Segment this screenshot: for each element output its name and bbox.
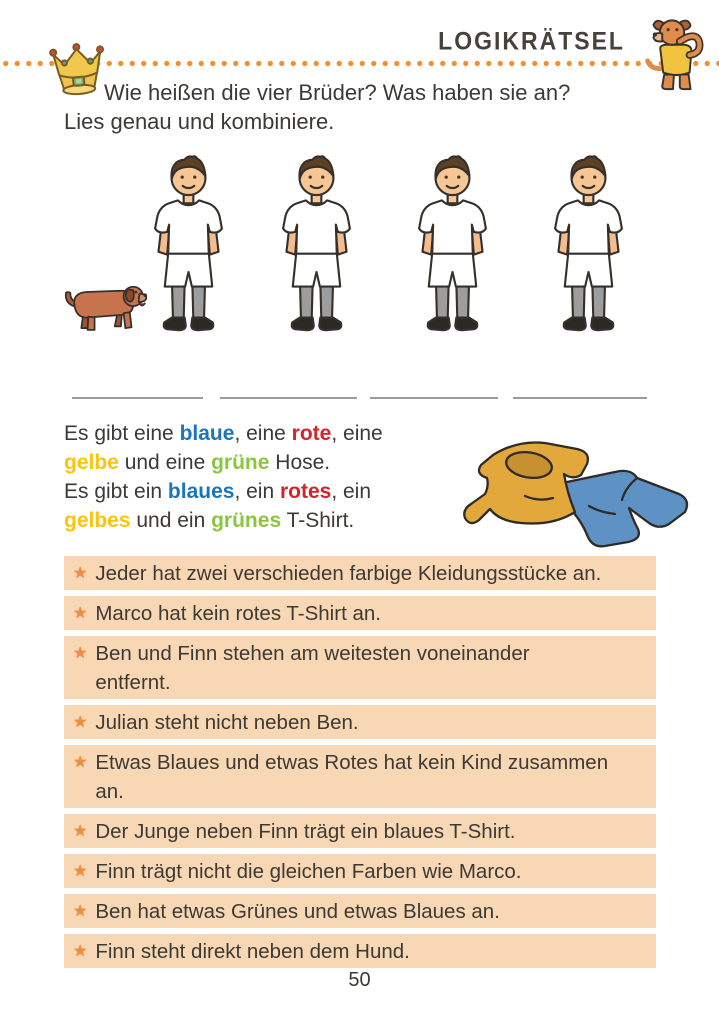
intro-text-segment: , ein [234,480,280,503]
color-word: rotes [279,480,332,503]
intro-line [64,506,383,535]
clue-text: Finn trägt nicht die gleichen Farben wie Marco. [95,859,522,883]
clue-item [64,705,656,739]
clue-text: Etwas Blaues und etwas Rotes hat kein Kind zusammen an. [95,750,609,803]
boy-illustration-3 [404,151,501,335]
boy-illustration-1 [140,151,237,335]
crown-icon [48,40,108,98]
intro-text-segment: Es gibt ein [64,480,168,503]
intro-line [64,448,383,477]
answer-blank[interactable] [220,397,357,399]
star-bullet-icon: ★ [73,644,88,662]
clue-item [64,596,656,630]
intro-text-segment: , eine [331,422,383,445]
boy-illustration-4 [540,151,637,335]
task-question: Wie heißen die vier Brüder? Was haben sie an? [104,80,571,105]
color-word: grüne [211,451,270,474]
clue-text: Marco hat kein rotes T-Shirt an. [95,601,381,625]
boy-illustration-2 [268,151,365,335]
intro-text-segment: und eine [118,451,212,474]
clue-item [64,894,656,928]
answer-blanks [0,397,719,400]
clue-text: Julian steht nicht neben Ben. [95,710,359,734]
star-bullet-icon: ★ [73,902,88,920]
star-bullet-icon: ★ [73,604,88,622]
star-bullet-icon: ★ [73,713,88,731]
color-word: gelbe [64,451,119,474]
page-number: 50 [348,969,371,991]
clue-item [64,854,656,888]
clothes-description [64,419,383,535]
star-bullet-icon: ★ [73,942,88,960]
task-instruction: Lies genau und kombiniere. [64,109,335,134]
clue-list [64,556,656,974]
intro-text-segment: und ein [130,509,212,532]
thinking-dog-mascot-icon [633,17,711,93]
intro-text-segment: , ein [331,480,372,503]
star-bullet-icon: ★ [73,862,88,880]
star-bullet-icon: ★ [73,822,88,840]
page-header-title: LOGIKRÄTSEL [438,27,625,56]
intro-text-segment: , eine [234,422,292,445]
intro-line [64,419,383,448]
clue-text: Der Junge neben Finn trägt ein blaues T-Shirt. [95,819,516,843]
answer-blank[interactable] [370,397,498,399]
intro-line [64,477,383,506]
color-word: rote [291,422,332,445]
clue-item [64,745,656,808]
intro-text-segment: T-Shirt. [281,509,355,532]
intro-text-segment: Es gibt eine [64,422,180,445]
color-word: blaues [167,480,235,503]
clue-item [64,934,656,968]
clue-text: Ben und Finn stehen am weitesten voneinander entfernt. [95,641,530,694]
clue-text: Jeder hat zwei verschieden farbige Kleidungsstücke an. [95,561,602,585]
answer-blank[interactable] [72,397,203,399]
answer-blank[interactable] [513,397,647,399]
clue-item [64,814,656,848]
star-bullet-icon: ★ [73,753,88,771]
color-word: blaue [179,422,235,445]
clothes-illustration [428,436,700,554]
clue-text: Finn steht direkt neben dem Hund. [95,939,410,963]
clue-text: Ben hat etwas Grünes und etwas Blaues an. [95,899,500,923]
star-bullet-icon: ★ [73,564,88,582]
color-word: grünes [211,509,282,532]
color-word: gelbes [64,509,131,532]
clue-item [64,556,656,590]
clue-item [64,636,656,699]
intro-text-segment: Hose. [269,451,331,474]
dog-illustration [62,279,150,335]
